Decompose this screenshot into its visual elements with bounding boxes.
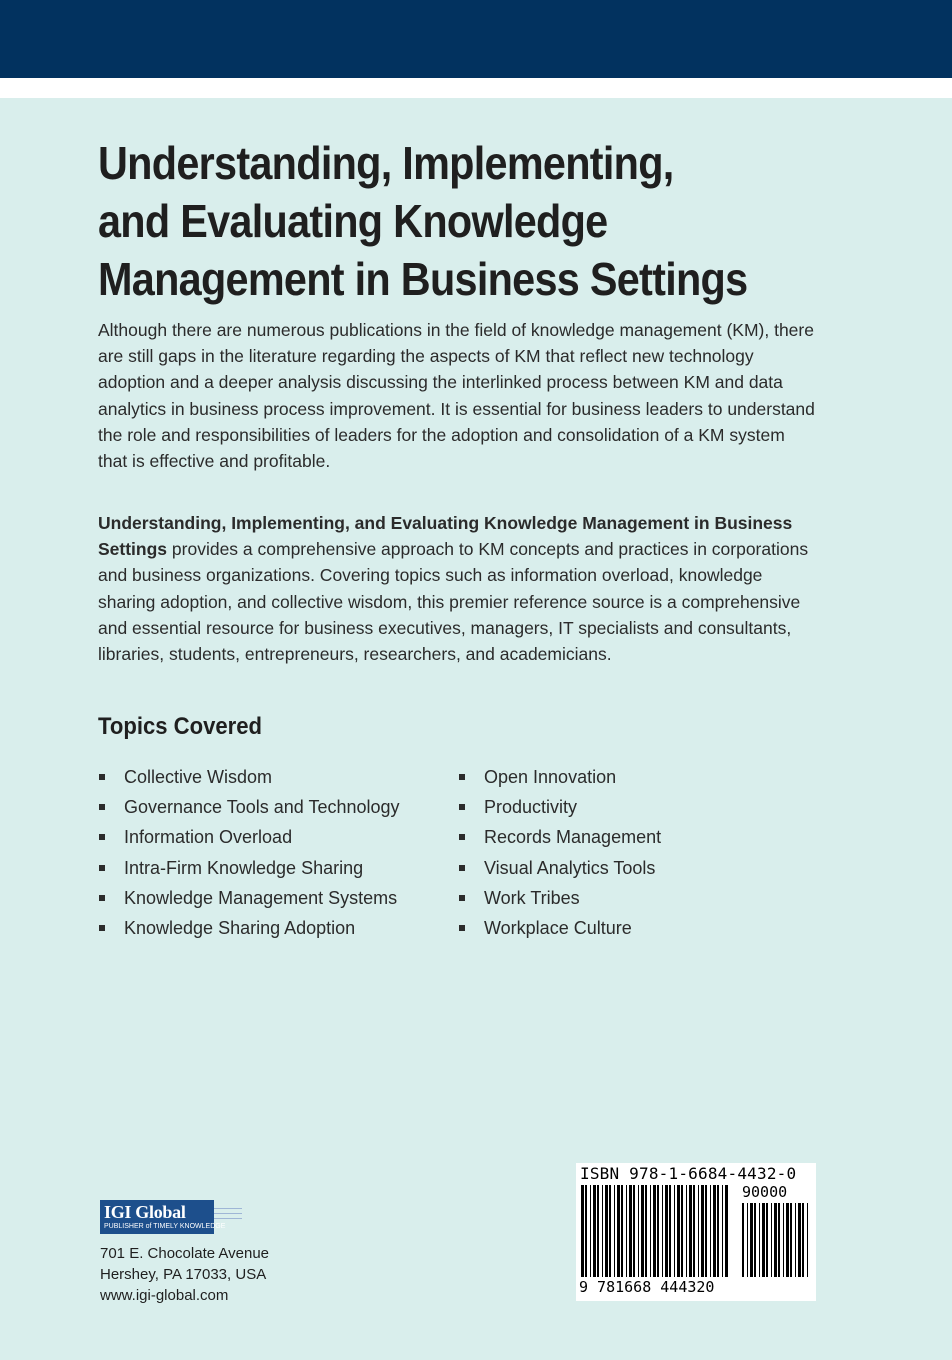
bullet-icon bbox=[459, 774, 465, 780]
book-title-inline: Understanding, Implementing, and Evaluating Knowledge Management in Business Settings bbox=[98, 513, 793, 560]
topic-label: Productivity bbox=[484, 797, 578, 818]
paragraph-body: provides a comprehensive approach to KM concepts and practices in corporations and business organizations. Covering topics such as information overload, knowledge sharing adoption, and collective wisdom, this premier reference source is a comprehensive and essential resource for business executives, managers, IT specialists and consultants, libraries, students, entrepreneurs, researchers, and academicians. bbox=[98, 539, 809, 665]
bullet-icon bbox=[99, 865, 105, 871]
topic-item bbox=[98, 883, 400, 913]
publisher-website: www.igi-global.com bbox=[100, 1287, 229, 1304]
book-title bbox=[98, 134, 818, 308]
logo-name: IGI Global bbox=[104, 1202, 186, 1222]
topic-item bbox=[98, 822, 400, 852]
logo-box bbox=[100, 1200, 226, 1234]
bullet-icon bbox=[99, 834, 105, 840]
description-paragraph-1: Although there are numerous publications in the field of knowledge management (KM), there are still gaps in the literature regarding the aspects of KM that reflect new technology adoption and a deeper analysis discussing the interlinked process between KM and data analytics in business process improvement. It is essential for business leaders to understand the role and responsibilities of leaders for the adoption and consolidation of a KM system that is effective and profitable. bbox=[98, 320, 815, 472]
topic-item bbox=[98, 792, 400, 822]
title-line: and Evaluating Knowledge bbox=[98, 195, 608, 247]
topic-label: Governance Tools and Technology bbox=[124, 797, 400, 818]
header-divider bbox=[0, 78, 952, 98]
topic-item bbox=[458, 762, 661, 792]
topic-label: Records Management bbox=[484, 827, 662, 848]
bullet-icon bbox=[99, 895, 105, 901]
bullet-icon bbox=[459, 804, 465, 810]
bullet-icon bbox=[99, 804, 105, 810]
topic-item bbox=[458, 853, 661, 883]
bullet-icon bbox=[459, 925, 465, 931]
description-paragraph-2 bbox=[98, 510, 818, 667]
topic-label: Visual Analytics Tools bbox=[484, 857, 656, 878]
topic-item bbox=[98, 762, 400, 792]
topics-heading: Topics Covered bbox=[98, 713, 263, 740]
topic-label: Information Overload bbox=[124, 827, 293, 848]
bullet-icon bbox=[99, 925, 105, 931]
publisher-address bbox=[100, 1243, 269, 1306]
barcode bbox=[576, 1163, 816, 1301]
isbn-text: ISBN 978-1-6684-4432-0 bbox=[580, 1164, 797, 1183]
topic-label: Knowledge Management Systems bbox=[124, 887, 398, 908]
topic-label: Intra-Firm Knowledge Sharing bbox=[124, 857, 364, 878]
topic-label: Work Tribes bbox=[484, 887, 580, 908]
topic-label: Workplace Culture bbox=[484, 917, 632, 938]
publisher-logo bbox=[100, 1200, 240, 1234]
logo-tagline: PUBLISHER of TIMELY KNOWLEDGE bbox=[104, 1223, 226, 1230]
address-line: 701 E. Chocolate Avenue bbox=[100, 1245, 270, 1262]
topic-item bbox=[98, 853, 400, 883]
address-line: Hershey, PA 17033, USA bbox=[100, 1266, 267, 1283]
title-line: Management in Business Settings bbox=[98, 253, 748, 305]
logo-decoration bbox=[214, 1208, 242, 1223]
topic-list-left bbox=[98, 762, 400, 943]
topic-item bbox=[458, 913, 661, 943]
ean-digits: 9 781668 444320 bbox=[579, 1278, 715, 1296]
bullet-icon bbox=[459, 834, 465, 840]
topic-label: Open Innovation bbox=[484, 767, 617, 787]
topic-label: Knowledge Sharing Adoption bbox=[124, 917, 356, 938]
topic-item bbox=[458, 792, 661, 822]
topic-label: Collective Wisdom bbox=[124, 767, 273, 787]
bullet-icon bbox=[99, 774, 105, 780]
topic-item bbox=[458, 883, 661, 913]
topic-item bbox=[98, 913, 400, 943]
price-code: 90000 bbox=[742, 1183, 788, 1201]
bullet-icon bbox=[459, 895, 465, 901]
topic-item bbox=[458, 822, 661, 852]
bullet-icon bbox=[459, 865, 465, 871]
topic-list-right bbox=[458, 762, 661, 943]
title-line: Understanding, Implementing, bbox=[98, 137, 674, 189]
header-band bbox=[0, 0, 952, 78]
